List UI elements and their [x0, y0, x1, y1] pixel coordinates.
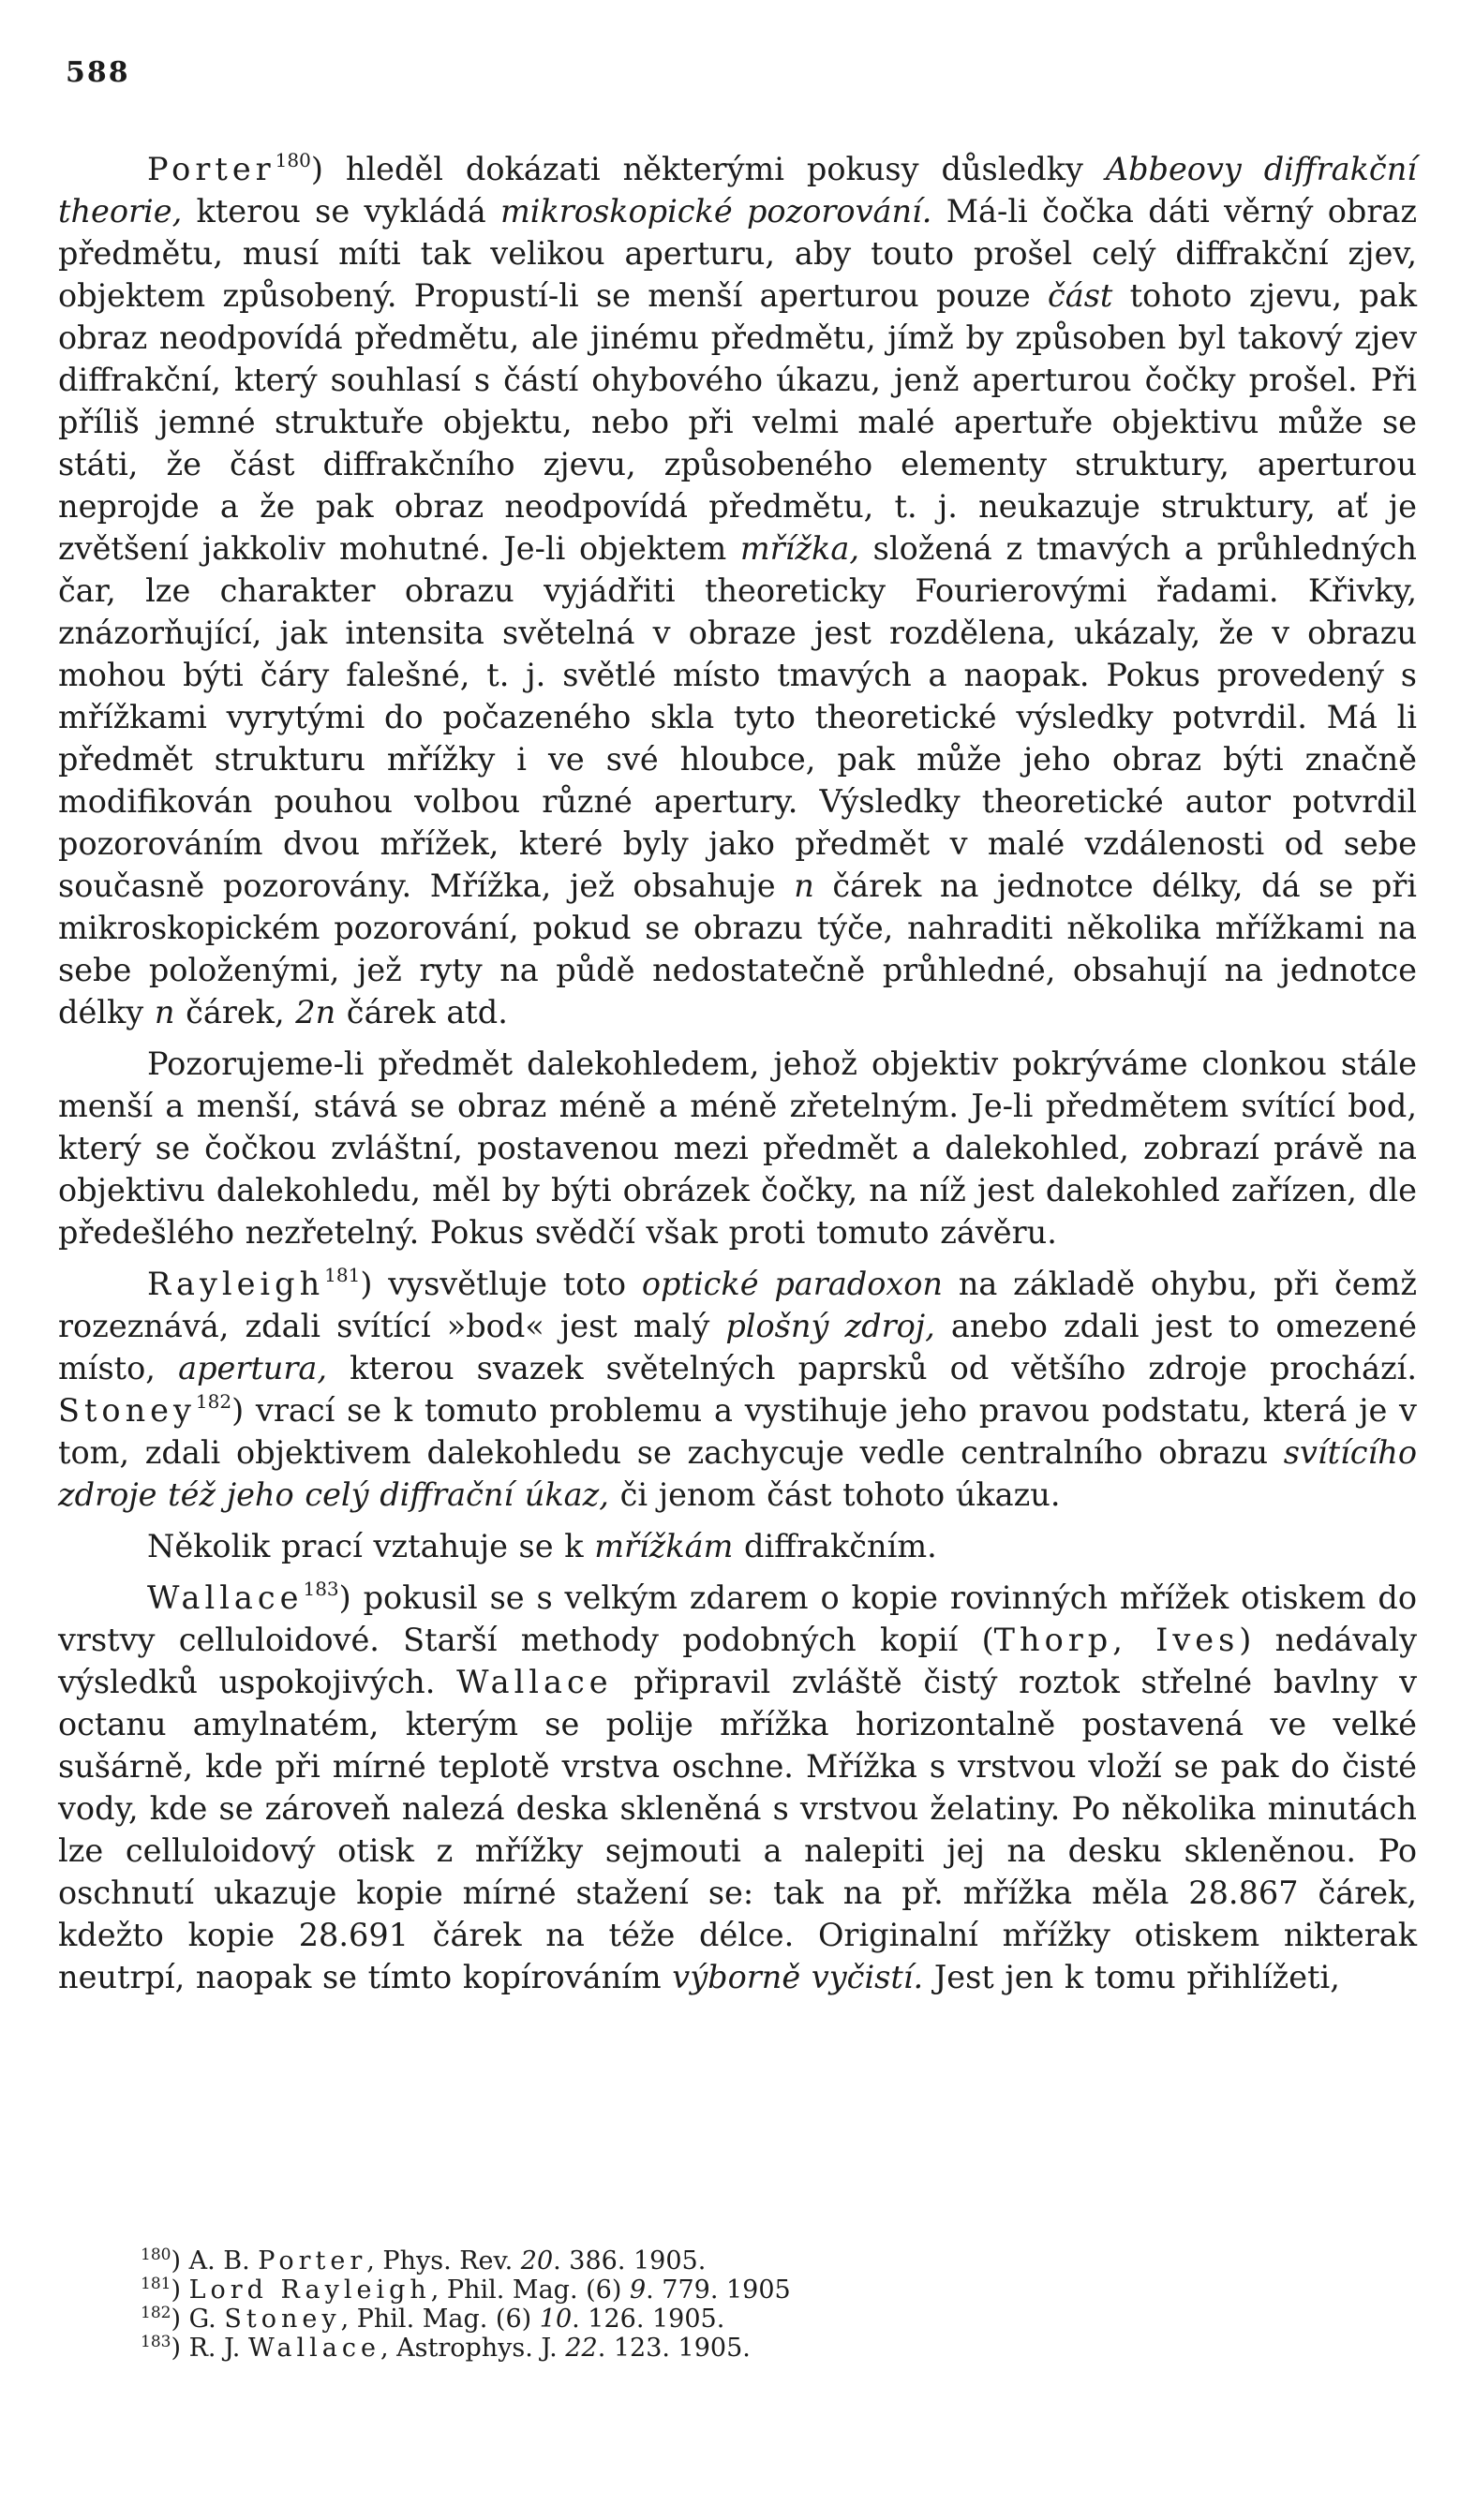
- footnote-181: [141, 2276, 1359, 2305]
- text-run: čárek,: [174, 994, 296, 1030]
- text-run: čárek atd.: [335, 994, 508, 1030]
- text-run: , Astrophys. J.: [380, 2334, 566, 2363]
- italic-text: mřížkám: [594, 1528, 734, 1564]
- page-number: 588: [66, 56, 130, 89]
- italic-text: 2n: [295, 994, 336, 1030]
- spaced-name: Porter: [258, 2246, 367, 2275]
- spaced-name: Stoney: [58, 1392, 196, 1429]
- italic-text: výborně vyčistí.: [672, 1959, 924, 1995]
- text-run: . 123. 1905.: [597, 2334, 751, 2363]
- text-run: anebo zdali jest to omezené místo,: [58, 1308, 1417, 1386]
- italic-text: část: [1047, 277, 1113, 314]
- text-run: , Phil. Mag. (6): [340, 2305, 540, 2334]
- text-run: . 779. 1905: [646, 2275, 791, 2305]
- italic-text: 9: [629, 2275, 647, 2305]
- text-run: či jenom část tohoto úkazu.: [608, 1476, 1061, 1513]
- text-run: ): [171, 2275, 189, 2305]
- spaced-name: Lord Rayleigh: [188, 2275, 431, 2305]
- text-run: kterou svazek světelných paprsků od většího zdroje prochází.: [327, 1350, 1417, 1386]
- italic-text: mikroskopické pozorování.: [500, 193, 932, 230]
- footnote-ref: 180: [141, 2246, 171, 2264]
- paragraph-wallace: [58, 1577, 1417, 1998]
- spaced-name: Wallace: [456, 1664, 613, 1700]
- text-run: čárek na jednotce délky, dá se při mikroskopickém pozorování, pokud se obrazu týče, nahraditi několika mřížkami na sebe položenými, jež ryty na půdě nedostatečně průhledné, obsahují na jednotce délky: [58, 867, 1417, 1030]
- text-run: kterou se vykládá: [182, 193, 501, 230]
- footnote-ref: 182: [141, 2304, 171, 2322]
- footnotes: [141, 2247, 1359, 2364]
- footnote-ref: 180: [275, 149, 311, 171]
- italic-text: 20: [520, 2246, 554, 2275]
- italic-text: mřížka,: [739, 530, 859, 567]
- italic-text: optické paradoxon: [641, 1266, 944, 1302]
- text-run: , Phys. Rev.: [366, 2246, 521, 2275]
- footnote-ref: 182: [195, 1390, 232, 1413]
- text-run: Má-li čočka dáti věrný obraz předmětu, musí míti tak velikou aperturu, aby touto prošel celý diffrakční zjev, objektem způsobený. Propustí-li se menší aperturou pouze: [58, 193, 1417, 314]
- text-run: složená z tmavých a průhledných čar, lze charakter obrazu vyjádřiti theoreticky Fourierovými řadami. Křivky, znázorňující, jak intensita světelná v obraze jest rozdělena, ukázaly, že v obrazu mohou býti čáry falešné, t. j. světlé místo tmavých a naopak. Pokus provedený s mřížkami vyrytými do počazeného skla tyto theoretické výsledky potvrdil. Má li předmět strukturu mřížky i ve své hloubce, pak může jeho obraz býti značně modifikován pouhou volbou různé apertury. Výsledky theoretické autor potvrdil pozorováním dvou mřížek, které byly jako předmět v malé vzdálenosti od sebe současně pozorovány. Mřížka, jež obsahuje: [58, 530, 1417, 904]
- paragraph-rayleigh: [58, 1263, 1417, 1516]
- footnote-ref: 181: [324, 1264, 361, 1286]
- footnote-180: [141, 2247, 1359, 2275]
- italic-text: Abbeovy diffrakční theorie,: [58, 151, 1417, 230]
- text-run: Pozorujeme-li předmět dalekohledem, jehož objektiv pokrýváme clonkou stále menší a menší, stává se obraz méně a méně zřetelným. Je-li předmětem svítící bod, který se čočkou zvláštní, postavenou mezi předmět a dalekohled, zobrazí právě na objektivu dalekohledu, měl by býti obrázek čočky, na níž jest dalekohled zařízen, dle předešlého nezřetelný. Pokus svědčí však proti tomuto závěru.: [58, 1045, 1417, 1251]
- paragraph-gratings: [58, 1525, 1417, 1567]
- spaced-name: Stoney: [224, 2305, 341, 2334]
- spaced-name: Wallace: [247, 2334, 380, 2363]
- text-run: . 126. 1905.: [572, 2305, 725, 2334]
- italic-text: plošný zdroj,: [725, 1308, 935, 1344]
- italic-text: apertura,: [178, 1350, 328, 1386]
- text-run: připravil zvláště čistý roztok střelné bavlny v octanu amylnatém, kterým se polije mřížka horizontalně postavená ve velké sušárně, kde při mírné teplotě vrstva oschne. Mřížka s vrstvou vloží se pak do čisté vody, kde se zároveň nalezá deska skleněná s vrstvou želatiny. Po několika minutách lze celluloidový otisk z mřížky sejmouti a nalepiti jej na desku skleněnou. Po oschnutí ukazuje kopie mírné stažení se: tak na př. mřížka měla 28.867 čárek, kdežto kopie 28.691 čárek na téže délce. Originalní mřížky otiskem nikterak neutrpí, naopak se tímto kopírováním: [58, 1664, 1417, 1995]
- spaced-name: Porter: [147, 151, 276, 187]
- text-run: Jest jen k tomu přihlížeti,: [923, 1959, 1340, 1995]
- spaced-name: Wallace: [147, 1579, 304, 1616]
- text-run: Několik prací vztahuje se k: [147, 1528, 595, 1564]
- spaced-name: Thorp, Ives: [993, 1622, 1240, 1658]
- italic-text: 10: [539, 2305, 573, 2334]
- footnote-ref: 183: [141, 2333, 171, 2351]
- text-run: ) pokusil se s velkým zdarem o kopie rovinných mřížek otiskem do vrstvy celluloidové. Starší methody podobných kopií (: [58, 1579, 1417, 1658]
- paragraph-porter: [58, 148, 1417, 1033]
- text-run: . 386. 1905.: [553, 2246, 707, 2275]
- text-run: ) G.: [171, 2305, 225, 2334]
- text-run: ) vysvětluje toto: [360, 1266, 642, 1302]
- italic-text: 22: [565, 2334, 598, 2363]
- footnote-ref: 181: [141, 2275, 171, 2293]
- footnote-183: [141, 2335, 1359, 2363]
- text-run: ) A. B.: [171, 2246, 259, 2275]
- italic-text: n: [154, 994, 175, 1030]
- text-run: , Phil. Mag. (6): [430, 2275, 630, 2305]
- text-run: ) vrací se k tomuto problemu a vystihuje jeho pravou podstatu, která je v tom, zdali objektivem dalekohledu se zachycuje vedle centralního obrazu: [58, 1392, 1417, 1471]
- text-run: tohoto zjevu, pak obraz neodpovídá předmětu, ale jinému předmětu, jímž by způsoben byl takový zjev diffrakční, který souhlasí s částí ohybového úkazu, jenž aperturou čočky prošel. Při příliš jemné struktuře objektu, nebo při velmi malé apertuře objektivu může se státi, že část diffrakčního zjevu, způsobeného elementy struktury, aperturou neprojde a že pak obraz neodpovídá předmětu, t. j. neukazuje struktury, ať je zvětšení jakkoliv mohutné. Je-li objektem: [58, 277, 1417, 567]
- footnote-182: [141, 2305, 1359, 2334]
- text-run: na základě ohybu, při čemž rozeznává, zdali svítící »bod« jest malý: [58, 1266, 1417, 1344]
- italic-text: n: [794, 867, 814, 904]
- spaced-name: Rayleigh: [147, 1266, 325, 1302]
- body-text: [58, 148, 1417, 2008]
- footnote-ref: 183: [303, 1578, 339, 1600]
- text-run: ) hleděl dokázati některými pokusy důsledky: [310, 151, 1106, 187]
- text-run: diffrakčním.: [733, 1528, 937, 1564]
- text-run: ) R. J.: [171, 2334, 248, 2363]
- paragraph-telescope: [58, 1043, 1417, 1253]
- italic-text: svítícího zdroje též jeho celý diffrační úkaz,: [58, 1434, 1417, 1513]
- text-run: ) nedávaly výsledků uspokojivých.: [58, 1622, 1417, 1700]
